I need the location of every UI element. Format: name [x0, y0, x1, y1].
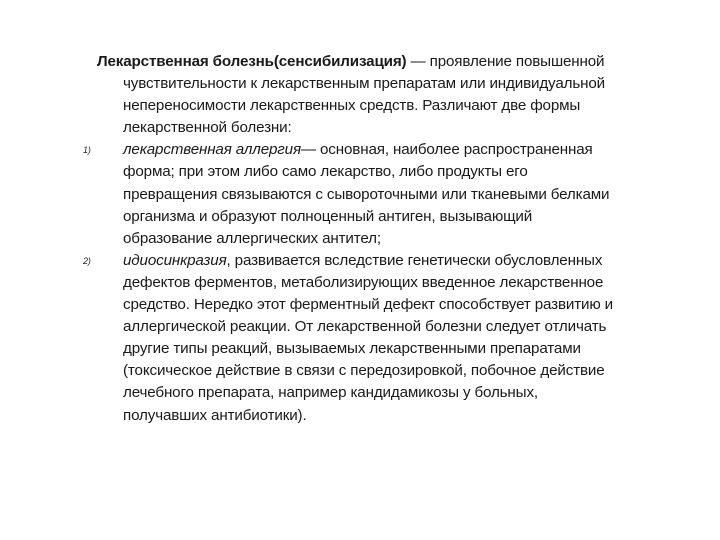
list-item-idiosyncrasy — [83, 250, 617, 427]
list-marker-1: 1) — [83, 145, 91, 156]
list-item-allergy — [83, 139, 617, 249]
term-idiosyncrasy: идиосинкразия — [123, 251, 227, 269]
text-idiosyncrasy: , развивается вследствие генетически обусловленных дефектов ферментов, метаболизирующих введенное лекарственное средство. Нередко этот ферментный дефект способствует развитию и аллергической реакции. От лекарственной болезни следует отличать другие типы реакций, вызываемых лекарственными препаратами (токсическое действие в связи с передозировкой, побочное действие лечебного препарата, например кандидамикозы у больных, получавших антибиотики). — [123, 251, 614, 424]
text-allergy: — основная, наиболее распространенная форма; при этом либо само лекарство, либо продукты его превращения связываются с сывороточными или тканевыми белками организма и образуют полноценный антиген, вызывающий образование аллергических антител; — [123, 141, 610, 247]
list-marker-2: 2) — [83, 255, 91, 266]
intro-text: — проявление повышенной чувствительности к лекарственным препаратам или индивидуальной непереносимости лекарственных средств. Различают две формы лекарственной болезни: — [123, 53, 605, 137]
intro-paragraph — [97, 51, 617, 139]
intro-term: Лекарственная болезнь(сенсибилизация) — [97, 53, 407, 70]
term-allergy: лекарственная аллергия — [123, 141, 301, 159]
text-body — [83, 51, 617, 427]
